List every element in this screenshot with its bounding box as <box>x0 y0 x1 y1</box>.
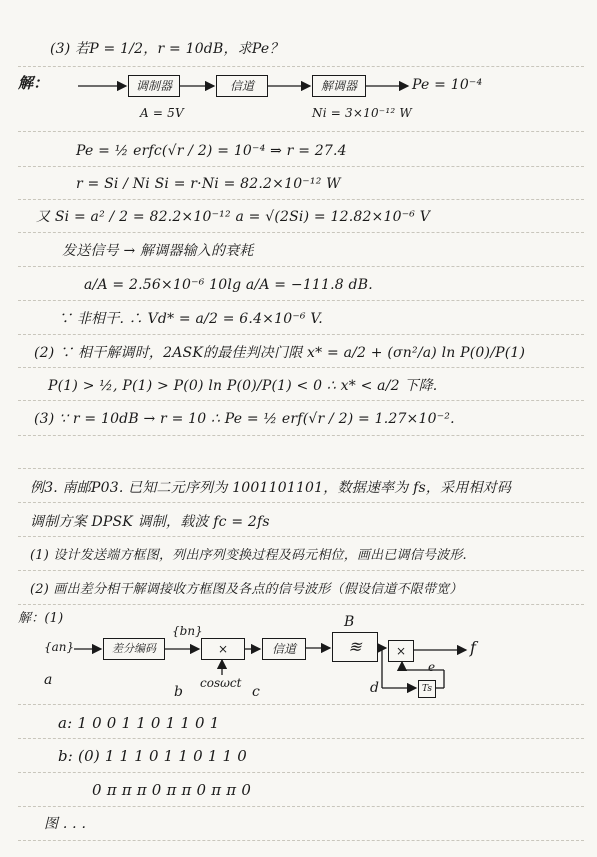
solution-label-2: 解：(1) <box>18 611 64 626</box>
footer-note: 图 . . . <box>44 816 87 832</box>
line-threshold-noncoherent: ∵ 非相干. ∴ Vd* = a/2 = 6.4×10⁻⁶ V. <box>58 311 323 327</box>
carrier-label: cosωct <box>200 676 242 690</box>
output-f-label: f <box>470 638 476 657</box>
point-B-label: B <box>344 614 355 630</box>
seq-an-label: {an} <box>44 640 75 654</box>
point-e-label: e <box>428 660 436 674</box>
example-3-q2: (2) 画出差分相干解调接收方框图及各点的信号波形（假设信道不限带宽） <box>30 582 463 597</box>
diff-encoder-box: 差分编码 <box>103 638 165 660</box>
phase-sequence: 0 π π π 0 π π 0 π π 0 <box>92 781 252 799</box>
seq-bn-label: {bn} <box>172 624 203 638</box>
question-3: (3) 若P = 1/2，r = 10dB，求Pe？ <box>50 41 284 57</box>
line-attenuation: 发送信号 → 解调器输入的衰耗 <box>62 243 254 259</box>
multiplier-box-2: × <box>388 640 414 662</box>
delay-box: Ts <box>418 680 436 698</box>
bandpass-filter-box: ≋ <box>332 632 378 662</box>
line-ratio-db: a/A = 2.56×10⁻⁶ 10lg a/A = −111.8 dB. <box>84 277 373 293</box>
noise-power-label: Ni = 3×10⁻¹² W <box>312 106 412 120</box>
pe-output-label: Pe = 10⁻⁴ <box>412 77 483 93</box>
multiplier-box-1: × <box>201 638 245 660</box>
point-c-label: c <box>252 684 260 700</box>
line-p1-condition: P(1) > ½, P(1) > P(0) ln P(0)/P(1) < 0 ∴ x* < a/2 下降. <box>48 378 438 394</box>
channel-box-1: 信道 <box>216 75 268 97</box>
point-a-label: a <box>44 672 53 688</box>
line-si-a: 又 Si = a² / 2 = 82.2×10⁻¹² a = √(2Si) = 12.82×10⁻⁶ V <box>36 209 431 225</box>
example-3-q1: (1) 设计发送端方框图，列出序列变换过程及码元相位，画出已调信号波形. <box>30 548 467 563</box>
sequence-b: b: (0) 1 1 1 0 1 1 0 1 1 0 <box>58 747 247 765</box>
line-r-si: r = Si / Ni Si = r·Ni = 82.2×10⁻¹² W <box>76 176 341 192</box>
channel-box-2: 信道 <box>262 638 306 660</box>
line-coherent-threshold: (2) ∵ 相干解调时，2ASK的最佳判决门限 x* = a/2 + (σn²/a) ln P(0)/P(1) <box>34 345 526 361</box>
example-3-line-1: 例3. 南邮P03. 已知二元序列为 1001101101，数据速率为 fs，采用相对码 <box>30 480 512 496</box>
point-b-label: b <box>174 684 183 700</box>
example-3-line-2: 调制方案 DPSK 调制，载波 fc = 2fs <box>30 514 270 530</box>
line-pe-erfc: Pe = ½ erfc(√r / 2) = 10⁻⁴ ⇒ r = 27.4 <box>76 143 347 159</box>
demodulator-box: 解调器 <box>312 75 366 97</box>
point-d-label: d <box>370 680 379 696</box>
solution-label-1: 解： <box>18 74 49 92</box>
amplitude-label: A = 5V <box>140 106 184 120</box>
modulator-box: 调制器 <box>128 75 180 97</box>
line-q3-answer: (3) ∵ r = 10dB → r = 10 ∴ Pe = ½ erf(√r / 2) = 1.27×10⁻². <box>34 411 455 427</box>
sequence-a: a: 1 0 0 1 1 0 1 1 0 1 <box>58 714 220 732</box>
